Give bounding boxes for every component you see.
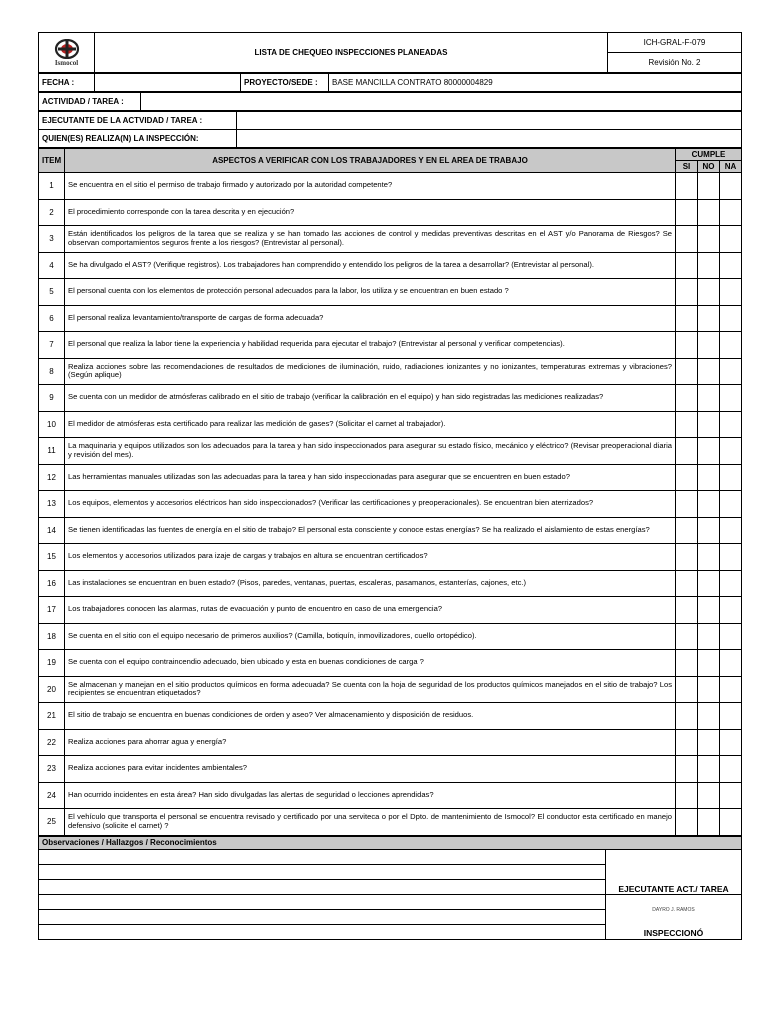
item-number: 8 — [39, 358, 65, 385]
inspecciono-signature-cell[interactable] — [605, 894, 741, 939]
observaciones-label: Observaciones / Hallazgos / Reconocimientos — [39, 836, 742, 849]
checklist-row — [39, 623, 742, 650]
no-checkbox[interactable] — [698, 544, 720, 571]
item-number: 13 — [39, 491, 65, 518]
si-checkbox[interactable] — [676, 252, 698, 279]
form-code: ICH-GRAL-F-079 — [608, 33, 742, 53]
checklist-row — [39, 544, 742, 571]
na-checkbox[interactable] — [720, 782, 742, 809]
inspecciono-signature-label: INSPECCIONÓ — [643, 927, 704, 938]
checklist-row — [39, 438, 742, 465]
ejecutante-signature-cell[interactable] — [605, 849, 741, 894]
item-question: Se cuenta con el equipo contraincendio adecuado, bien ubicado y esta en buenas condiciones de carga ? — [65, 650, 676, 677]
na-checkbox[interactable] — [720, 252, 742, 279]
si-checkbox[interactable] — [676, 226, 698, 253]
na-checkbox[interactable] — [720, 199, 742, 226]
item-question: El personal realiza levantamiento/transporte de cargas de forma adecuada? — [65, 305, 676, 332]
proyecto-label: PROYECTO/SEDE : — [241, 74, 329, 92]
item-number: 12 — [39, 464, 65, 491]
footer-table — [38, 836, 742, 940]
observaciones-line[interactable] — [39, 879, 606, 894]
observaciones-line[interactable] — [39, 849, 606, 864]
item-question: Las herramientas manuales utilizadas son las adecuadas para la tarea y han sido inspeccionadas para asegurar que se encuentren en buen estado? — [65, 464, 676, 491]
logo-icon — [54, 39, 80, 59]
si-checkbox[interactable] — [676, 517, 698, 544]
checklist-row — [39, 173, 742, 200]
na-checkbox[interactable] — [720, 358, 742, 385]
item-number: 22 — [39, 729, 65, 756]
si-checkbox[interactable] — [676, 544, 698, 571]
item-question: Se tienen identificadas las fuentes de energía en el sitio de trabajo? El personal esta consciente y conoce estas energías? Se ha realizado el aislamiento de estas energías? — [65, 517, 676, 544]
na-checkbox[interactable] — [720, 279, 742, 306]
form-revision: Revisión No. 2 — [608, 53, 742, 73]
checklist-row — [39, 385, 742, 412]
item-number: 16 — [39, 570, 65, 597]
form-title: LISTA DE CHEQUEO INSPECCIONES PLANEADAS — [95, 33, 608, 73]
checklist-form — [38, 32, 742, 940]
checklist-row — [39, 703, 742, 730]
na-checkbox[interactable] — [720, 491, 742, 518]
actividad-field[interactable] — [141, 93, 742, 111]
item-number: 21 — [39, 703, 65, 730]
na-checkbox[interactable] — [720, 544, 742, 571]
no-checkbox[interactable] — [698, 729, 720, 756]
na-checkbox[interactable] — [720, 570, 742, 597]
si-checkbox[interactable] — [676, 438, 698, 465]
item-question: El vehículo que transporta el personal se encuentra revisado y certificado por una serviteca o por el Dpto. de mantenimiento de Ismocol? El conductor esta certificado en manejo defensivo (solicite el carnet) ? — [65, 809, 676, 836]
checklist-row — [39, 464, 742, 491]
checklist-table — [38, 148, 742, 836]
no-checkbox[interactable] — [698, 252, 720, 279]
item-header: ITEM — [39, 149, 65, 173]
item-question: Realiza acciones sobre las recomendaciones de resultados de mediciones de iluminación, ruido, radiaciones ionizantes y no ionizantes, temperaturas extremas y vibraciones? (Según aplique) — [65, 358, 676, 385]
na-checkbox[interactable] — [720, 676, 742, 703]
item-number: 15 — [39, 544, 65, 571]
item-number: 18 — [39, 623, 65, 650]
checklist-row — [39, 676, 742, 703]
na-checkbox[interactable] — [720, 623, 742, 650]
si-checkbox[interactable] — [676, 199, 698, 226]
na-checkbox[interactable] — [720, 438, 742, 465]
item-number: 10 — [39, 411, 65, 438]
no-checkbox[interactable] — [698, 597, 720, 624]
si-checkbox[interactable] — [676, 729, 698, 756]
na-checkbox[interactable] — [720, 173, 742, 200]
observaciones-line[interactable] — [39, 864, 606, 879]
checklist-row — [39, 199, 742, 226]
item-number: 11 — [39, 438, 65, 465]
si-checkbox[interactable] — [676, 570, 698, 597]
item-question: Los trabajadores conocen las alarmas, rutas de evacuación y punto de encuentro en caso de una emergencia? — [65, 597, 676, 624]
si-checkbox[interactable] — [676, 411, 698, 438]
no-checkbox[interactable] — [698, 570, 720, 597]
checklist-row — [39, 411, 742, 438]
item-question: Se almacenan y manejan en el sitio productos químicos en forma adecuada? Se cuenta con la hoja de seguridad de los productos químicos manejados en el sitio de trabajo? Los recipientes se encuentran etiquetados? — [65, 676, 676, 703]
ejecutante-signature-label: EJECUTANTE ACT./ TAREA — [618, 883, 729, 894]
no-checkbox[interactable] — [698, 464, 720, 491]
item-question: Los equipos, elementos y accesorios eléctricos han sido inspeccionados? (Verificar las certificaciones y preoperacionales). Se encuentran bien aterrizados? — [65, 491, 676, 518]
si-checkbox[interactable] — [676, 464, 698, 491]
no-header: NO — [698, 161, 720, 173]
item-number: 14 — [39, 517, 65, 544]
proyecto-field[interactable]: BASE MANCILLA CONTRATO 80000004829 — [329, 74, 742, 92]
item-question: El medidor de atmósferas esta certificado para realizar las medición de gases? (Solicitar el carnet al trabajador). — [65, 411, 676, 438]
no-checkbox[interactable] — [698, 782, 720, 809]
na-checkbox[interactable] — [720, 226, 742, 253]
si-checkbox[interactable] — [676, 623, 698, 650]
checklist-row — [39, 279, 742, 306]
no-checkbox[interactable] — [698, 623, 720, 650]
checklist-row — [39, 650, 742, 677]
checklist-row — [39, 491, 742, 518]
si-checkbox[interactable] — [676, 703, 698, 730]
info-table-3 — [38, 111, 742, 148]
checklist-row — [39, 305, 742, 332]
si-header: SI — [676, 161, 698, 173]
observaciones-line[interactable] — [39, 909, 606, 924]
si-checkbox[interactable] — [676, 782, 698, 809]
na-checkbox[interactable] — [720, 385, 742, 412]
si-checkbox[interactable] — [676, 279, 698, 306]
no-checkbox[interactable] — [698, 332, 720, 359]
si-checkbox[interactable] — [676, 676, 698, 703]
si-checkbox[interactable] — [676, 385, 698, 412]
fecha-label: FECHA : — [39, 74, 95, 92]
no-checkbox[interactable] — [698, 226, 720, 253]
na-checkbox[interactable] — [720, 809, 742, 836]
checklist-row — [39, 358, 742, 385]
item-question: Realiza acciones para ahorrar agua y energía? — [65, 729, 676, 756]
item-number: 19 — [39, 650, 65, 677]
item-question: Se cuenta en el sitio con el equipo necesario de primeros auxilios? (Camilla, botiquín, inmovilizadores, cuello ortopédico). — [65, 623, 676, 650]
si-checkbox[interactable] — [676, 809, 698, 836]
si-checkbox[interactable] — [676, 650, 698, 677]
si-checkbox[interactable] — [676, 332, 698, 359]
observaciones-line[interactable] — [39, 894, 606, 909]
item-number: 24 — [39, 782, 65, 809]
no-checkbox[interactable] — [698, 173, 720, 200]
no-checkbox[interactable] — [698, 358, 720, 385]
checklist-row — [39, 570, 742, 597]
no-checkbox[interactable] — [698, 703, 720, 730]
item-question: Los elementos y accesorios utilizados para izaje de cargas y trabajos en altura se encuentran certificados? — [65, 544, 676, 571]
company-logo — [45, 39, 89, 67]
na-checkbox[interactable] — [720, 305, 742, 332]
na-checkbox[interactable] — [720, 332, 742, 359]
si-checkbox[interactable] — [676, 491, 698, 518]
na-checkbox[interactable] — [720, 464, 742, 491]
item-question: El sitio de trabajo se encuentra en buenas condiciones de orden y aseo? Ver almacenamiento y disposición de residuos. — [65, 703, 676, 730]
no-checkbox[interactable] — [698, 491, 720, 518]
checklist-row — [39, 809, 742, 836]
no-checkbox[interactable] — [698, 305, 720, 332]
ejecutante-label: EJECUTANTE DE LA ACTVIDAD / TAREA : — [39, 112, 237, 130]
item-number: 20 — [39, 676, 65, 703]
form-header — [38, 32, 742, 73]
signer-name: DAYRO J. RAMOS — [652, 906, 695, 913]
si-checkbox[interactable] — [676, 597, 698, 624]
na-checkbox[interactable] — [720, 597, 742, 624]
item-question: La maquinaria y equipos utilizados son los adecuados para la tarea y han sido inspeccionados para asegurar su estado físico, mecánico y eléctrico? (Revisar preoperacional diaria y revisión del mes). — [65, 438, 676, 465]
checklist-row — [39, 517, 742, 544]
logo-text: Ismocol — [54, 58, 79, 67]
si-checkbox[interactable] — [676, 358, 698, 385]
actividad-label: ACTIVIDAD / TAREA : — [39, 93, 141, 111]
observaciones-line[interactable] — [39, 924, 606, 939]
na-checkbox[interactable] — [720, 517, 742, 544]
no-checkbox[interactable] — [698, 650, 720, 677]
no-checkbox[interactable] — [698, 411, 720, 438]
no-checkbox[interactable] — [698, 385, 720, 412]
si-checkbox[interactable] — [676, 756, 698, 783]
na-checkbox[interactable] — [720, 703, 742, 730]
item-number: 4 — [39, 252, 65, 279]
item-question: Realiza acciones para evitar incidentes ambientales? — [65, 756, 676, 783]
item-question: Se encuentra en el sitio el permiso de trabajo firmado y autorizado por la autoridad competente? — [65, 173, 676, 200]
item-question: Han ocurrido incidentes en esta área? Han sido divulgadas las alertas de seguridad o lecciones aprendidas? — [65, 782, 676, 809]
si-checkbox[interactable] — [676, 173, 698, 200]
checklist-row — [39, 252, 742, 279]
item-number: 23 — [39, 756, 65, 783]
na-checkbox[interactable] — [720, 650, 742, 677]
na-checkbox[interactable] — [720, 411, 742, 438]
checklist-row — [39, 756, 742, 783]
checklist-row — [39, 782, 742, 809]
item-number: 9 — [39, 385, 65, 412]
cumple-header: CUMPLE — [676, 149, 742, 161]
info-table-2 — [38, 92, 742, 111]
na-checkbox[interactable] — [720, 756, 742, 783]
checklist-row — [39, 597, 742, 624]
item-number: 25 — [39, 809, 65, 836]
item-question: Se cuenta con un medidor de atmósferas calibrado en el sitio de trabajo (verificar la calibración en el equipo) y han sido registradas las mediciones realizadas? — [65, 385, 676, 412]
item-number: 6 — [39, 305, 65, 332]
item-question: Las instalaciones se encuentran en buen estado? (Pisos, paredes, ventanas, puertas, escaleras, pasamanos, estanterías, cajones, etc.) — [65, 570, 676, 597]
no-checkbox[interactable] — [698, 756, 720, 783]
item-number: 2 — [39, 199, 65, 226]
item-question: Están identificados los peligros de la tarea que se realiza y se han tomado las acciones de control y medidas preventivas descritas en el AST y/o Panorama de Riesgos? Se observan comportamientos seguros frente a los riesgos? (Entrevistar al personal). — [65, 226, 676, 253]
item-number: 17 — [39, 597, 65, 624]
item-number: 1 — [39, 173, 65, 200]
no-checkbox[interactable] — [698, 517, 720, 544]
item-question: Se ha divulgado el AST? (Verifique registros). Los trabajadores han comprendido y entendido los peligros de la tarea a desarrollar? (Entrevistar al personal). — [65, 252, 676, 279]
si-checkbox[interactable] — [676, 305, 698, 332]
no-checkbox[interactable] — [698, 438, 720, 465]
item-question: El procedimiento corresponde con la tarea descrita y en ejecución? — [65, 199, 676, 226]
fecha-field[interactable] — [95, 74, 241, 92]
na-checkbox[interactable] — [720, 729, 742, 756]
info-table — [38, 73, 742, 92]
quien-field[interactable] — [237, 130, 742, 148]
aspectos-header: ASPECTOS A VERIFICAR CON LOS TRABAJADORES Y EN EL AREA DE TRABAJO — [65, 149, 676, 173]
no-checkbox[interactable] — [698, 199, 720, 226]
item-number: 7 — [39, 332, 65, 359]
item-number: 5 — [39, 279, 65, 306]
item-number: 3 — [39, 226, 65, 253]
checklist-row — [39, 226, 742, 253]
no-checkbox[interactable] — [698, 279, 720, 306]
checklist-row — [39, 332, 742, 359]
no-checkbox[interactable] — [698, 809, 720, 836]
ejecutante-field[interactable] — [237, 112, 742, 130]
logo-cell — [39, 33, 95, 73]
checklist-body — [39, 173, 742, 836]
na-header: NA — [720, 161, 742, 173]
item-question: El personal cuenta con los elementos de protección personal adecuados para la labor, los utiliza y se encuentran en buen estado ? — [65, 279, 676, 306]
quien-label: QUIEN(ES) REALIZA(N) LA INSPECCIÓN: — [39, 130, 237, 148]
no-checkbox[interactable] — [698, 676, 720, 703]
checklist-row — [39, 729, 742, 756]
item-question: El personal que realiza la labor tiene la experiencia y habilidad requerida para ejecutar el trabajo? (Entrevistar al personal y verificar competencias). — [65, 332, 676, 359]
